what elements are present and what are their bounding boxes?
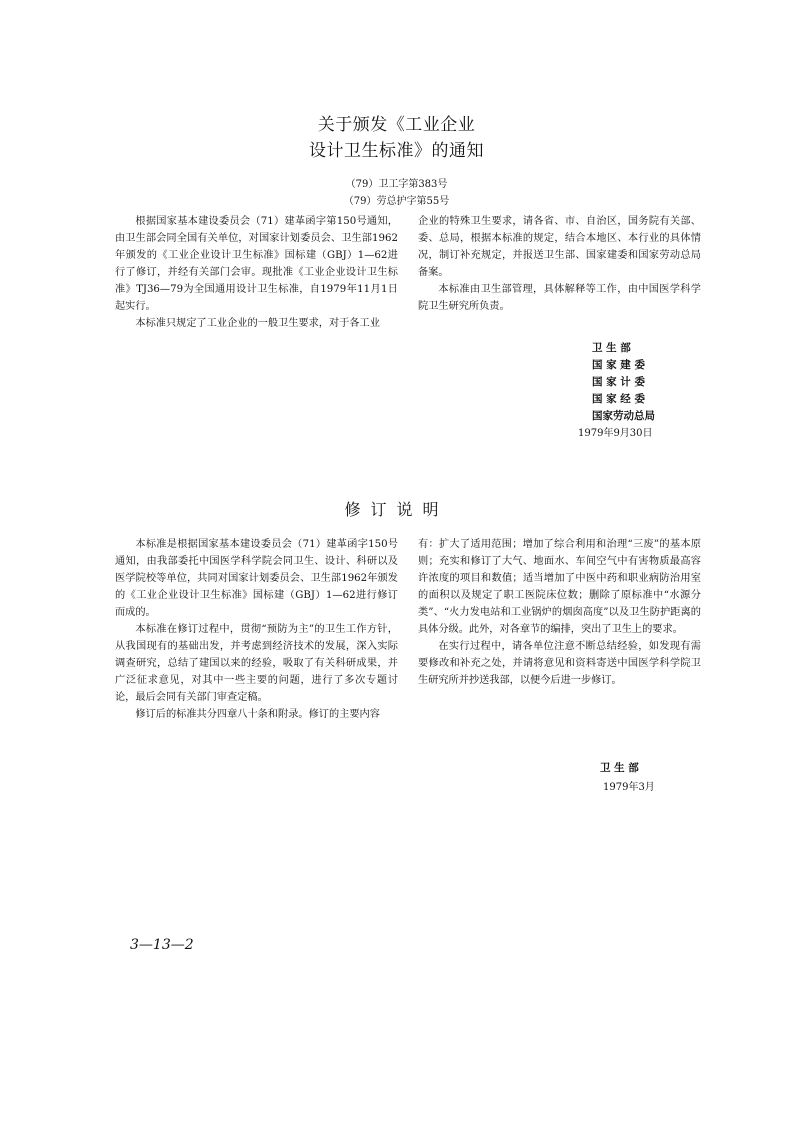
- revision-title: 修订说明: [344, 500, 449, 519]
- revision-paragraph: 有：扩大了适用范围；增加了综合利用和治理“三废”的基本原则；充实和修订了大气、地面水、车间空气中有害物质最高容许浓度的项目和数值；适当增加了中医中药和职业病防治用室的面积以及规定了职工医院床位数；删除了原标准中“水源分类”、“火力发电站和工业锅炉的烟囱高度”以及卫生防护距离的具体分级。此外，对各章节的编排，突出了卫生上的要求。: [418, 539, 701, 635]
- notice-title-line2: 设计卫生标准》的通知: [309, 141, 484, 161]
- notice-left-column: [115, 213, 398, 332]
- notice-right-column: [418, 213, 701, 315]
- signatory: 卫 生 部: [592, 342, 631, 354]
- doc-number-1: （79）卫工字第383号: [345, 179, 448, 190]
- signatory: 国 家 经 委: [592, 393, 645, 405]
- signatory: 国 家 计 委: [592, 376, 645, 388]
- revision-paragraph: 在实行过程中，请各单位注意不断总结经验，如发现有需要修改和补充之处，并请将意见和资料寄送中国医学科学院卫生研究所并抄送我部，以便今后进一步修订。: [418, 641, 701, 686]
- notice-paragraph: 根据国家基本建设委员会（71）建革函字第150号通知，由卫生部会同全国有关单位，对国家计划委员会、卫生部1962年颁发的《工业企业设计卫生标准》国标建（GBJ）1—62进行了修订，并经有关部门会审。现批准《工业企业设计卫生标准》TJ36—79为全国通用设计卫生标准，自1979年11月1日起实行。: [115, 216, 398, 312]
- revision-date: 1979年3月: [603, 782, 655, 793]
- signatory: 国 家 建 委: [592, 359, 645, 371]
- page-number: 3—13—2: [130, 937, 194, 953]
- notice-signatories: [592, 340, 660, 425]
- notice-paragraph: 企业的特殊卫生要求，请各省、市、自治区，国务院有关部、委、总局，根据本标准的规定，结合本地区、本行业的具体情况，制订补充规定，并报送卫生部、国家建委和国家劳动总局备案。: [418, 216, 701, 278]
- revision-paragraph: 修订后的标准共分四章八十条和附录。修订的主要内容: [135, 709, 380, 720]
- notice-date: 1979年9月30日: [578, 428, 653, 439]
- notice-paragraph: 本标准只规定了工业企业的一般卫生要求，对于各工业: [135, 318, 380, 329]
- revision-paragraph: 本标准在修订过程中，贯彻“预防为主”的卫生工作方针，从我国现有的基础出发，并考虑到经济技术的发展，深入实际调查研究，总结了建国以来的经验，吸取了有关科研成果，并广泛征求意见，对其中一些主要的问题，进行了多次专题讨论，最后会同有关部门审查定稿。: [115, 624, 398, 703]
- doc-number-2: （79）劳总护字第55号: [343, 196, 450, 207]
- notice-title-line1: 关于颁发《工业企业: [317, 115, 476, 135]
- signatory: 国家劳动总局: [592, 410, 655, 422]
- revision-signatory: 卫 生 部: [600, 762, 639, 774]
- notice-paragraph: 本标准由卫生部管理，具体解释等工作，由中国医学科学院卫生研究所负责。: [418, 284, 701, 312]
- revision-left-column: [115, 536, 398, 723]
- revision-paragraph: 本标准是根据国家基本建设委员会（71）建革函字150号通知，由我部委托中国医学科学院会同卫生、设计、科研以及医学院校等单位，共同对国家计划委员会、卫生部1962年颁发的《工业企业设计卫生标准》国标建（GBJ）1—62进行修订而成的。: [115, 539, 398, 618]
- revision-right-column: [418, 536, 701, 689]
